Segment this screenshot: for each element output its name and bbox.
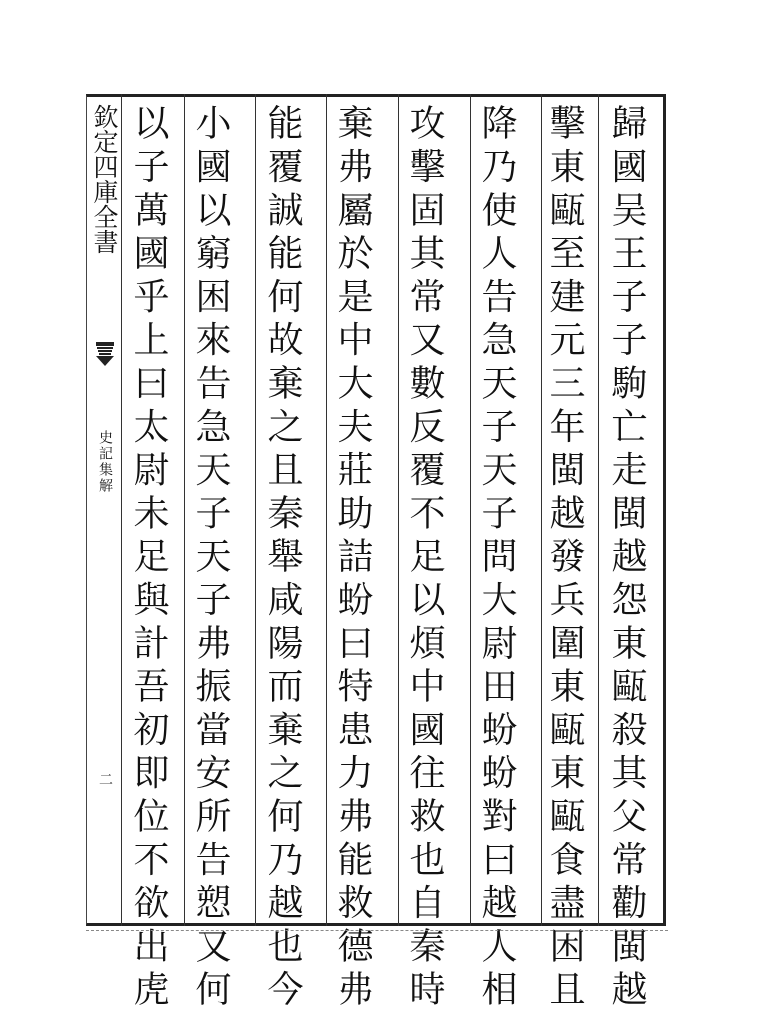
text-column-1: 歸國吴王子子駒亡走閩越怨東甌殺其父常勸閩越 — [606, 104, 647, 1014]
text-column-3: 降乃使人告急天子天子問大尉田蚡蚡對曰越人相 — [476, 104, 517, 1014]
text-column-6: 能覆誠能何故棄之且秦舉咸陽而棄之何乃越也今 — [262, 104, 303, 1014]
column-rule — [184, 94, 185, 926]
text-column-4: 攻擊固其常又數反覆不足以煩中國往救也自秦時 — [404, 104, 445, 1014]
text-column-8: 以子萬國乎上曰太尉未足與計吾初即位不欲出虎 — [128, 104, 169, 1014]
text-column-7: 小國以窮困來告急天子天子弗振當安所告愬又何 — [190, 104, 231, 1014]
book-title: 欽定四庫全書 — [90, 104, 119, 254]
column-rule — [598, 94, 599, 926]
page-edge-mark — [86, 930, 668, 937]
fishtail-mark-icon — [96, 342, 114, 368]
column-rule — [398, 94, 399, 926]
section-title: 史記集解 — [97, 430, 113, 494]
column-rule — [255, 94, 256, 926]
page-number: 二 — [97, 772, 113, 786]
column-rule — [541, 94, 542, 926]
text-column-5: 棄弗屬於是中大夫莊助詰蚡曰特患力弗能救德弗 — [332, 104, 373, 1014]
column-rule — [470, 94, 471, 926]
column-rule — [326, 94, 327, 926]
text-column-2: 擊東甌至建元三年閩越發兵圍東甌東甌食盡困且 — [544, 104, 585, 1014]
